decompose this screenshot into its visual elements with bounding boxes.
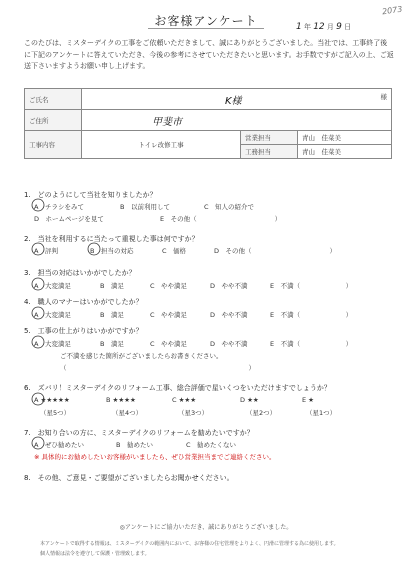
q4-opt-a[interactable]: A 大変満足: [34, 311, 71, 319]
q7-opt-a[interactable]: A ぜひ勧めたい: [34, 441, 84, 449]
q6-sub-d: （星2つ）: [246, 409, 277, 417]
q6-sub-b: （星4つ）: [112, 409, 143, 417]
q2-opt-b[interactable]: B 担当の対応: [90, 247, 134, 255]
q6-opt-c[interactable]: C ★★★: [172, 396, 197, 404]
q1-text: 1. どのようにして当社を知りましたか？: [24, 191, 157, 199]
footer-note-1: 本アンケートで取得する情報は、ミスターデイクの範囲内において、お客様の住宅管理をよりよく、円滑に管理する為に使用します。: [40, 541, 339, 547]
q4-opt-e[interactable]: E 不満（ ）: [270, 311, 353, 319]
q5-opt-a[interactable]: A 大変満足: [34, 340, 71, 348]
q7-a-circle: [32, 437, 44, 449]
q4-a-circle: [32, 307, 44, 319]
q2-b-circle: [88, 243, 100, 255]
q5-paren[interactable]: （ ）: [60, 364, 255, 372]
q5-opt-b[interactable]: B 満足: [100, 340, 124, 348]
q3-a-circle: [32, 278, 44, 290]
footer-thanks: ◎アンケートにご協力いただき、誠にありがとうございました。: [119, 524, 293, 531]
construction-value: 青山 佳菜美: [298, 145, 392, 159]
date-month: 12: [313, 22, 325, 32]
q1-opt-e[interactable]: E その他（ ）: [160, 215, 282, 223]
q7-note: ※ 具体的にお勧めしたいお客様がいましたら、ぜひ営業担当までご連絡ください。: [34, 453, 276, 461]
q7-opt-c[interactable]: C 勧めたくない: [186, 441, 237, 449]
q2-opt-d[interactable]: D その他（ ）: [214, 247, 337, 255]
q8-text: 8. その他、ご意見・ご要望がございましたらお聞かせください。: [24, 474, 234, 482]
sales-label: 営業担当: [241, 131, 298, 145]
q5-opt-e[interactable]: E 不満（ ）: [270, 340, 353, 348]
q2-opt-a[interactable]: A 評判: [34, 247, 58, 255]
date-day: 9: [336, 22, 342, 32]
q3-opt-a[interactable]: A 大変満足: [34, 282, 71, 290]
q1-a-circle: [32, 199, 44, 211]
q7-text: 7. お知り合いの方に、ミスターデイクのリフォームを勧めたいですか？: [24, 429, 254, 437]
q7-opt-b[interactable]: B 勧めたい: [116, 441, 153, 449]
q3-text: 3. 担当の対応はいかがでしたか？: [24, 269, 136, 277]
address-label: ご住所: [25, 110, 82, 131]
q2-opt-c[interactable]: C 価格: [162, 247, 187, 255]
q2-a-circle: [32, 243, 44, 255]
q3-opt-e[interactable]: E 不満（ ）: [270, 282, 353, 290]
q4-opt-b[interactable]: B 満足: [100, 311, 124, 319]
q5-text: 5. 工事の仕上がりはいかがですか？: [24, 327, 143, 335]
q6-sub-e: （星1つ）: [306, 409, 337, 417]
name-label: ご氏名: [25, 89, 82, 110]
q6-sub-a: （星5つ）: [40, 409, 71, 417]
date-month-label: 月: [326, 23, 334, 31]
q2-text: 2. 当社を利用するに当たって重視した事は何ですか？: [24, 235, 199, 243]
q5-note: ご不満を感じた箇所がございましたらお書きください。: [60, 352, 223, 360]
footer-note-2: 個人情報は法令を遵守して保護・管理致します。: [40, 551, 150, 557]
date-year: 1: [296, 22, 302, 32]
corner-number: 2073: [381, 4, 403, 17]
q4-opt-d[interactable]: D やや不満: [210, 311, 248, 319]
q6-sub-c: （星3つ）: [178, 409, 209, 417]
q6-a-circle: [32, 393, 44, 405]
work-label: 工事内容: [25, 131, 82, 159]
address-value: 甲斐市: [152, 116, 182, 128]
q6-opt-e[interactable]: E ★: [302, 396, 315, 404]
q6-opt-a[interactable]: A ★★★★★: [34, 396, 70, 404]
name-value: K様: [224, 95, 242, 107]
date-day-label: 日: [344, 23, 352, 31]
q3-opt-c[interactable]: C やや満足: [150, 282, 188, 290]
q3-opt-b[interactable]: B 満足: [100, 282, 124, 290]
q1-opt-d[interactable]: D ホームページを見て: [34, 215, 104, 223]
q5-opt-d[interactable]: D やや不満: [210, 340, 248, 348]
q5-a-circle: [32, 336, 44, 348]
page-title: お客様アンケート: [154, 14, 258, 28]
construction-label: 工務担当: [241, 145, 298, 159]
q4-opt-c[interactable]: C やや満足: [150, 311, 188, 319]
date-year-label: 年: [303, 23, 311, 31]
q6-text: 6. ズバリ！ミスターデイクのリフォーム工事、総合評価で星いくつをいただけますでしょうか？: [24, 384, 331, 392]
q1-opt-c[interactable]: C 知人の紹介で: [204, 203, 255, 211]
q6-opt-d[interactable]: D ★★: [240, 396, 259, 404]
work-value: トイレ改修工事: [82, 131, 241, 159]
q6-opt-b[interactable]: B ★★★★: [106, 396, 136, 404]
sales-value: 青山 佳菜美: [298, 131, 392, 145]
intro-text: このたびは、ミスターデイクの工事をご依頼いただきまして、誠にありがとうございました。当社では、工事終了後に下記のアンケートに答えていただき、今後の参考にさせていただきたいと思います。お手数ですがご記入の上、ご返送下さいますようお願い申し上げます。: [24, 39, 394, 70]
q1-opt-a[interactable]: A チラシをみて: [34, 203, 84, 211]
q1-opt-b[interactable]: B 以前利用して: [120, 203, 170, 211]
name-suffix: 様: [380, 92, 387, 101]
q5-opt-c[interactable]: C やや満足: [150, 340, 188, 348]
q4-text: 4. 職人のマナーはいかがでしたか？: [24, 298, 143, 306]
q3-opt-d[interactable]: D やや不満: [210, 282, 248, 290]
